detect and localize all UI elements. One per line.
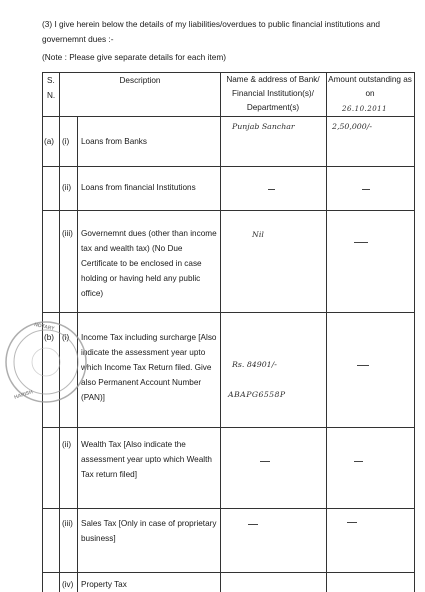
row-num: (i)	[62, 333, 70, 342]
amount-dash	[354, 461, 363, 462]
header-amount: Amount outstanding as on	[328, 75, 412, 98]
header-description: Description	[119, 76, 161, 85]
note-text: (Note : Please give separate details for each item)	[42, 52, 227, 62]
row-description: Sales Tax [Only in case of proprietary business]	[81, 519, 217, 543]
liabilities-table	[42, 72, 415, 592]
amount-dash	[357, 365, 369, 366]
row-num: (ii)	[62, 183, 72, 192]
stamp-line1: NOTARY	[33, 321, 55, 333]
row-description: Property Tax	[81, 580, 127, 589]
bank-dash	[260, 461, 270, 462]
row-description: Loans from Banks	[81, 137, 147, 146]
row-num: (iii)	[62, 519, 73, 528]
notary-stamp	[2, 318, 90, 406]
row-description: Governemnt dues (other than income tax and wealth tax) (No Due Certificate to be enclosed in case holding or having held any public office)	[81, 229, 217, 298]
row-num: (iii)	[62, 229, 73, 238]
amount-dash	[347, 522, 357, 523]
bank-handwritten: Punjab Sanchar	[232, 122, 295, 131]
row-num: (ii)	[62, 440, 72, 449]
pan-handwritten: ABAPG6558P	[228, 390, 286, 399]
row-group-a: (a)	[44, 137, 55, 146]
header-bank: Name & address of Bank/ Financial Institution(s)/ Department(s)	[226, 75, 320, 112]
row-group-b: (b)	[44, 333, 55, 342]
row-description: Income Tax including surcharge [Also indicate the assessment year upto which Income Tax Return filed. Give also Permanent Account Number (PAN)]	[81, 333, 217, 402]
bank-handwritten: Nil	[252, 230, 264, 239]
row-num: (i)	[62, 137, 70, 146]
bank-dash	[248, 524, 258, 525]
amount-handwritten: 2,50,000/-	[332, 122, 372, 131]
stamp-line2: HARISH	[13, 389, 34, 401]
intro-paragraph: (3) I give herein below the details of my liabilities/overdues to public financial institutions and governemnt dues :-	[42, 19, 381, 44]
bank-dash	[268, 189, 275, 190]
row-num: (iv)	[62, 580, 74, 589]
row-description: Loans from financial Institutions	[81, 183, 196, 192]
amount-dash	[354, 242, 368, 243]
date-handwritten: 26.10.2011	[342, 105, 388, 113]
bank-handwritten: Rs. 84901/-	[232, 360, 277, 369]
row-description: Wealth Tax [Also indicate the assessment year upto which Wealth Tax return filed]	[81, 440, 212, 479]
header-sn: S. N.	[47, 76, 56, 100]
amount-dash	[362, 189, 370, 190]
